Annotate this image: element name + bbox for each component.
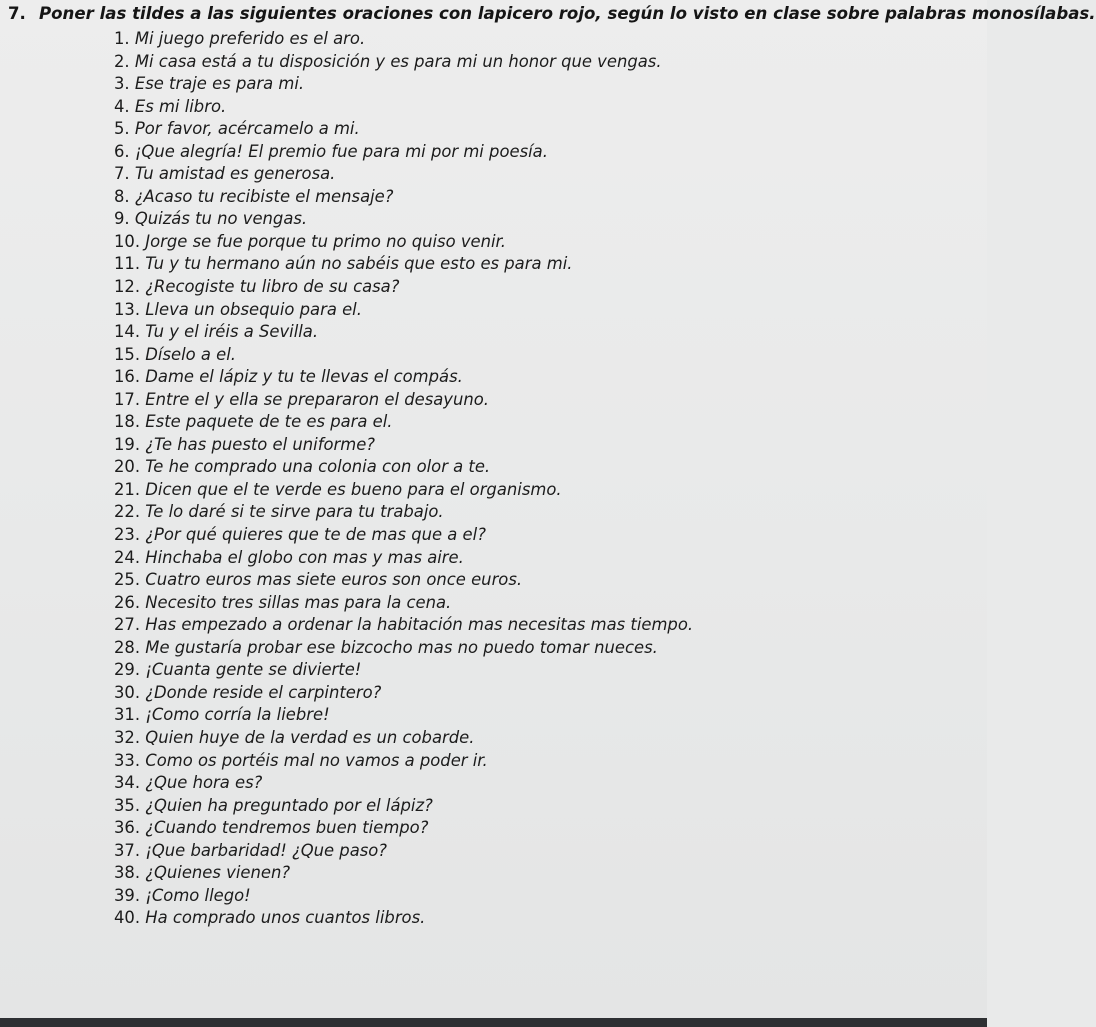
sentence-item [114, 389, 974, 412]
sentence-number: 38. [114, 863, 141, 883]
sentence-number: 26. [114, 592, 141, 612]
sentence-text: Tu y el iréis a Sevilla. [145, 322, 319, 342]
sentence-number: 22. [114, 502, 141, 522]
exercise-heading [8, 4, 1096, 24]
sentence-item [114, 795, 974, 818]
sentence-number: 35. [114, 795, 141, 815]
sentence-text: ¿Acaso tu recibiste el mensaje? [134, 186, 394, 206]
sentence-item [114, 434, 974, 457]
sentence-text: Me gustaría probar ese bizcocho mas no puedo tomar nueces. [145, 637, 658, 657]
sentence-item [114, 614, 974, 637]
sentence-text: Dicen que el te verde es bueno para el organismo. [145, 479, 562, 499]
sentence-item [114, 682, 974, 705]
sentence-text: ¿Te has puesto el uniforme? [145, 434, 376, 454]
sentence-item [114, 163, 974, 186]
sentence-item [114, 186, 974, 209]
sentence-number: 19. [114, 434, 141, 454]
sentence-item [114, 118, 974, 141]
sentence-text: Quien huye de la verdad es un cobarde. [145, 727, 475, 747]
sentence-number: 1. [114, 29, 130, 48]
sentence-text: Díselo a el. [145, 344, 236, 364]
sentence-item [114, 750, 974, 773]
sentence-text: Es mi libro. [134, 96, 227, 116]
sentence-number: 37. [114, 840, 141, 860]
sentence-item [114, 51, 974, 74]
sentence-item [114, 524, 974, 547]
sentence-list [114, 28, 974, 930]
sentence-item [114, 141, 974, 164]
sentence-text: ¿Quienes vienen? [145, 863, 291, 883]
sentence-item [114, 231, 974, 254]
sentence-text: Lleva un obsequio para el. [145, 299, 362, 319]
sentence-number: 13. [114, 299, 141, 319]
sentence-text: Ese traje es para mi. [134, 74, 305, 94]
sentence-number: 32. [114, 727, 141, 747]
sentence-number: 25. [114, 570, 141, 590]
sentence-item [114, 569, 974, 592]
sentence-number: 8. [114, 186, 130, 206]
sentence-number: 24. [114, 547, 141, 567]
sentence-number: 17. [114, 389, 141, 409]
sentence-number: 2. [114, 51, 130, 71]
sentence-number: 3. [114, 74, 130, 94]
sentence-number: 27. [114, 615, 141, 635]
sentence-number: 36. [114, 818, 141, 838]
sentence-text: Como os portéis mal no vamos a poder ir. [145, 750, 488, 770]
sentence-number: 15. [114, 344, 141, 364]
sentence-text: Entre el y ella se prepararon el desayuno. [145, 389, 489, 409]
sentence-number: 30. [114, 682, 141, 702]
sentence-number: 34. [114, 773, 141, 793]
sentence-text: Has empezado a ordenar la habitación mas necesitas mas tiempo. [145, 615, 694, 635]
sentence-text: Por favor, acércamelo a mi. [134, 119, 360, 139]
sentence-item [114, 299, 974, 322]
sentence-item [114, 73, 974, 96]
sentence-item [114, 479, 974, 502]
sentence-number: 40. [114, 908, 141, 928]
sentence-number: 14. [114, 322, 141, 342]
sentence-text: Hinchaba el globo con mas y mas aire. [145, 547, 464, 567]
sentence-item [114, 907, 974, 930]
sentence-text: Ha comprado unos cuantos libros. [145, 908, 426, 928]
sentence-text: Este paquete de te es para el. [145, 412, 393, 432]
sentence-number: 4. [114, 96, 130, 116]
sentence-number: 5. [114, 119, 130, 139]
sentence-item [114, 411, 974, 434]
sentence-item [114, 817, 974, 840]
sentence-number: 16. [114, 367, 141, 387]
sentence-text: ¡Que alegría! El premio fue para mi por mi poesía. [134, 141, 548, 161]
sentence-number: 29. [114, 660, 141, 680]
sentence-text: ¡Como corría la liebre! [145, 705, 330, 725]
sentence-text: Quizás tu no vengas. [134, 209, 308, 229]
sentence-text: Dame el lápiz y tu te llevas el compás. [145, 367, 463, 387]
sentence-text: ¿Que hora es? [145, 773, 263, 793]
sentence-number: 31. [114, 705, 141, 725]
sentence-text: ¡Como llego! [145, 885, 251, 905]
sentence-item [114, 637, 974, 660]
sentence-text: ¡Que barbaridad! ¿Que paso? [145, 840, 388, 860]
sentence-text: ¿Cuando tendremos buen tiempo? [145, 818, 429, 838]
sentence-number: 23. [114, 525, 141, 545]
sentence-text: Jorge se fue porque tu primo no quiso venir. [145, 231, 506, 251]
sentence-text: Necesito tres sillas mas para la cena. [145, 592, 452, 612]
sentence-item [114, 96, 974, 119]
sentence-item [114, 208, 974, 231]
sentence-number: 10. [114, 231, 141, 251]
sentence-text: Mi juego preferido es el aro. [134, 29, 366, 48]
sentence-item [114, 28, 974, 51]
sentence-item [114, 885, 974, 908]
sentence-text: Te he comprado una colonia con olor a te. [145, 457, 491, 477]
sentence-text: ¿Por qué quieres que te de mas que a el? [145, 525, 486, 545]
sentence-number: 39. [114, 885, 141, 905]
sentence-number: 9. [114, 209, 130, 229]
sentence-item [114, 862, 974, 885]
sentence-item [114, 366, 974, 389]
sentence-item [114, 704, 974, 727]
sentence-text: Te lo daré si te sirve para tu trabajo. [145, 502, 444, 522]
sentence-item [114, 547, 974, 570]
sentence-item [114, 276, 974, 299]
sentence-item [114, 659, 974, 682]
sentence-text: ¿Quien ha preguntado por el lápiz? [145, 795, 433, 815]
sentence-text: Mi casa está a tu disposición y es para mi un honor que vengas. [134, 51, 662, 71]
sentence-number: 33. [114, 750, 141, 770]
sentence-text: Tu amistad es generosa. [134, 164, 336, 184]
desk-edge [0, 1018, 987, 1027]
sentence-number: 6. [114, 141, 130, 161]
sentence-item [114, 772, 974, 795]
sentence-text: ¡Cuanta gente se divierte! [145, 660, 362, 680]
sentence-number: 18. [114, 412, 141, 432]
exercise-instruction: Poner las tildes a las siguientes oraciones con lapicero rojo, según lo visto en clase sobre palabras monosílabas. [39, 4, 1096, 23]
sentence-number: 7. [114, 164, 130, 184]
sentence-item [114, 840, 974, 863]
sentence-number: 12. [114, 277, 141, 297]
sentence-number: 11. [114, 254, 141, 274]
sentence-text: Tu y tu hermano aún no sabéis que esto es para mi. [145, 254, 573, 274]
sentence-item [114, 501, 974, 524]
sentence-item [114, 456, 974, 479]
sentence-number: 20. [114, 457, 141, 477]
sentence-number: 21. [114, 479, 141, 499]
sentence-text: ¿Donde reside el carpintero? [145, 682, 382, 702]
sentence-text: ¿Recogiste tu libro de su casa? [145, 277, 400, 297]
sentence-item [114, 727, 974, 750]
sentence-item [114, 321, 974, 344]
sentence-item [114, 592, 974, 615]
sentence-item [114, 253, 974, 276]
sentence-item [114, 344, 974, 367]
sentence-number: 28. [114, 637, 141, 657]
sentence-text: Cuatro euros mas siete euros son once euros. [145, 570, 523, 590]
exercise-number: 7. [8, 4, 26, 23]
